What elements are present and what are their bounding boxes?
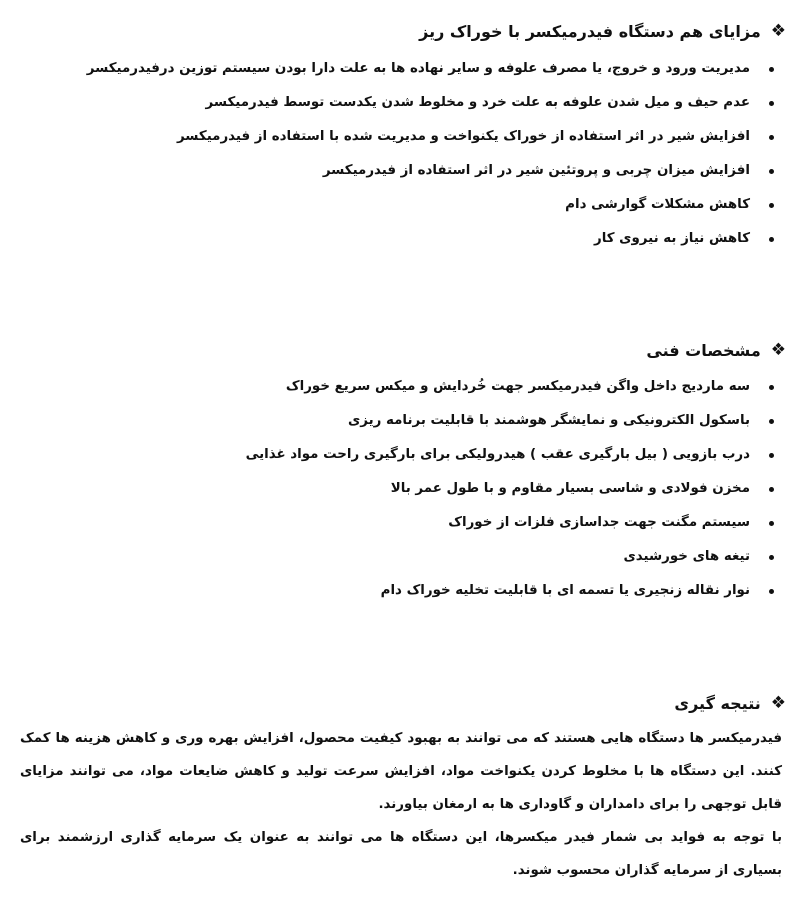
bullet-dot-icon (769, 135, 774, 140)
bullet-dot-icon (769, 555, 774, 560)
specs-heading-text: مشخصات فنی (646, 340, 761, 360)
bullet-dot-icon (769, 385, 774, 390)
advantages-list (20, 60, 786, 248)
list-item: باسکول الکترونیکی و نمایشگر هوشمند با قابلیت برنامه ریزی (20, 412, 786, 430)
diamond-bullet-icon: ❖ (770, 692, 786, 713)
list-item: افزایش میزان چربی و پروتئین شیر در اثر استفاده از فیدرمیکسر (20, 162, 786, 180)
bullet-dot-icon (769, 521, 774, 526)
advantages-heading (20, 18, 786, 44)
bullet-dot-icon (769, 67, 774, 72)
diamond-bullet-icon: ❖ (770, 339, 786, 360)
list-item: کاهش نیاز به نیروی کار (20, 230, 786, 248)
list-item: درب بازویی ( بیل بارگیری عقب ) هیدرولیکی برای بارگیری راحت مواد غذایی (20, 446, 786, 464)
bullet-dot-icon (769, 419, 774, 424)
list-item: سیستم مگنت جهت جداسازی فلزات از خوراک (20, 514, 786, 532)
conclusion-paragraph: فیدرمیکسر ها دستگاه هایی هستند که می توانند به بهبود کیفیت محصول، افزایش بهره وری و کاهش هزینه ها کمک کنند. این دستگاه ها با مخلوط کردن یکنواخت مواد، افزایش سرعت تولید و کاهش ضایعات مواد، می توانند مزایای قابل توجهی را برای دامداران و گاوداری ها به ارمغان بیاورند. (20, 731, 782, 812)
list-item: افزایش شیر در اثر استفاده از خوراک یکنواخت و مدیریت شده با استفاده از فیدرمیکسر (20, 128, 786, 146)
list-item: کاهش مشکلات گوارشی دام (20, 196, 786, 214)
bullet-dot-icon (769, 101, 774, 106)
advantages-heading-text: مزایای هم دستگاه فیدرمیکسر با خوراک ریز (419, 21, 761, 41)
list-item: مدیریت ورود و خروج، یا مصرف علوفه و سایر نهاده ها به علت دارا بودن سیستم توزین درفیدرمیکسر (20, 60, 786, 78)
advantages-section (20, 18, 786, 248)
specs-section (20, 337, 786, 600)
list-item: تیغه های خورشیدی (20, 548, 786, 566)
specs-heading (20, 337, 786, 363)
bullet-dot-icon (769, 203, 774, 208)
conclusion-body (20, 722, 786, 887)
bullet-dot-icon (769, 589, 774, 594)
conclusion-section (20, 690, 786, 887)
list-item: نوار نقاله زنجیری یا تسمه ای با قابلیت تخلیه خوراک دام (20, 582, 786, 600)
bullet-dot-icon (769, 237, 774, 242)
list-item: مخزن فولادی و شاسی بسیار مقاوم و با طول عمر بالا (20, 480, 786, 498)
specs-list (20, 378, 786, 600)
diamond-bullet-icon: ❖ (770, 20, 786, 41)
conclusion-heading-text: نتیجه گیری (674, 693, 761, 713)
conclusion-paragraph: با توجه به فواید بی شمار فیدر میکسرها، این دستگاه ها می توانند به عنوان یک سرمایه گذاری ارزشمند برای بسیاری از سرمایه گذاران محسوب شوند. (20, 830, 782, 878)
bullet-dot-icon (769, 487, 774, 492)
bullet-dot-icon (769, 169, 774, 174)
bullet-dot-icon (769, 453, 774, 458)
list-item: سه ماردیج داخل واگن فیدرمیکسر جهت خُردایش و میکس سریع خوراک (20, 378, 786, 396)
list-item: عدم حیف و میل شدن علوفه به علت خرد و مخلوط شدن یکدست توسط فیدرمیکسر (20, 94, 786, 112)
conclusion-heading (20, 690, 786, 716)
